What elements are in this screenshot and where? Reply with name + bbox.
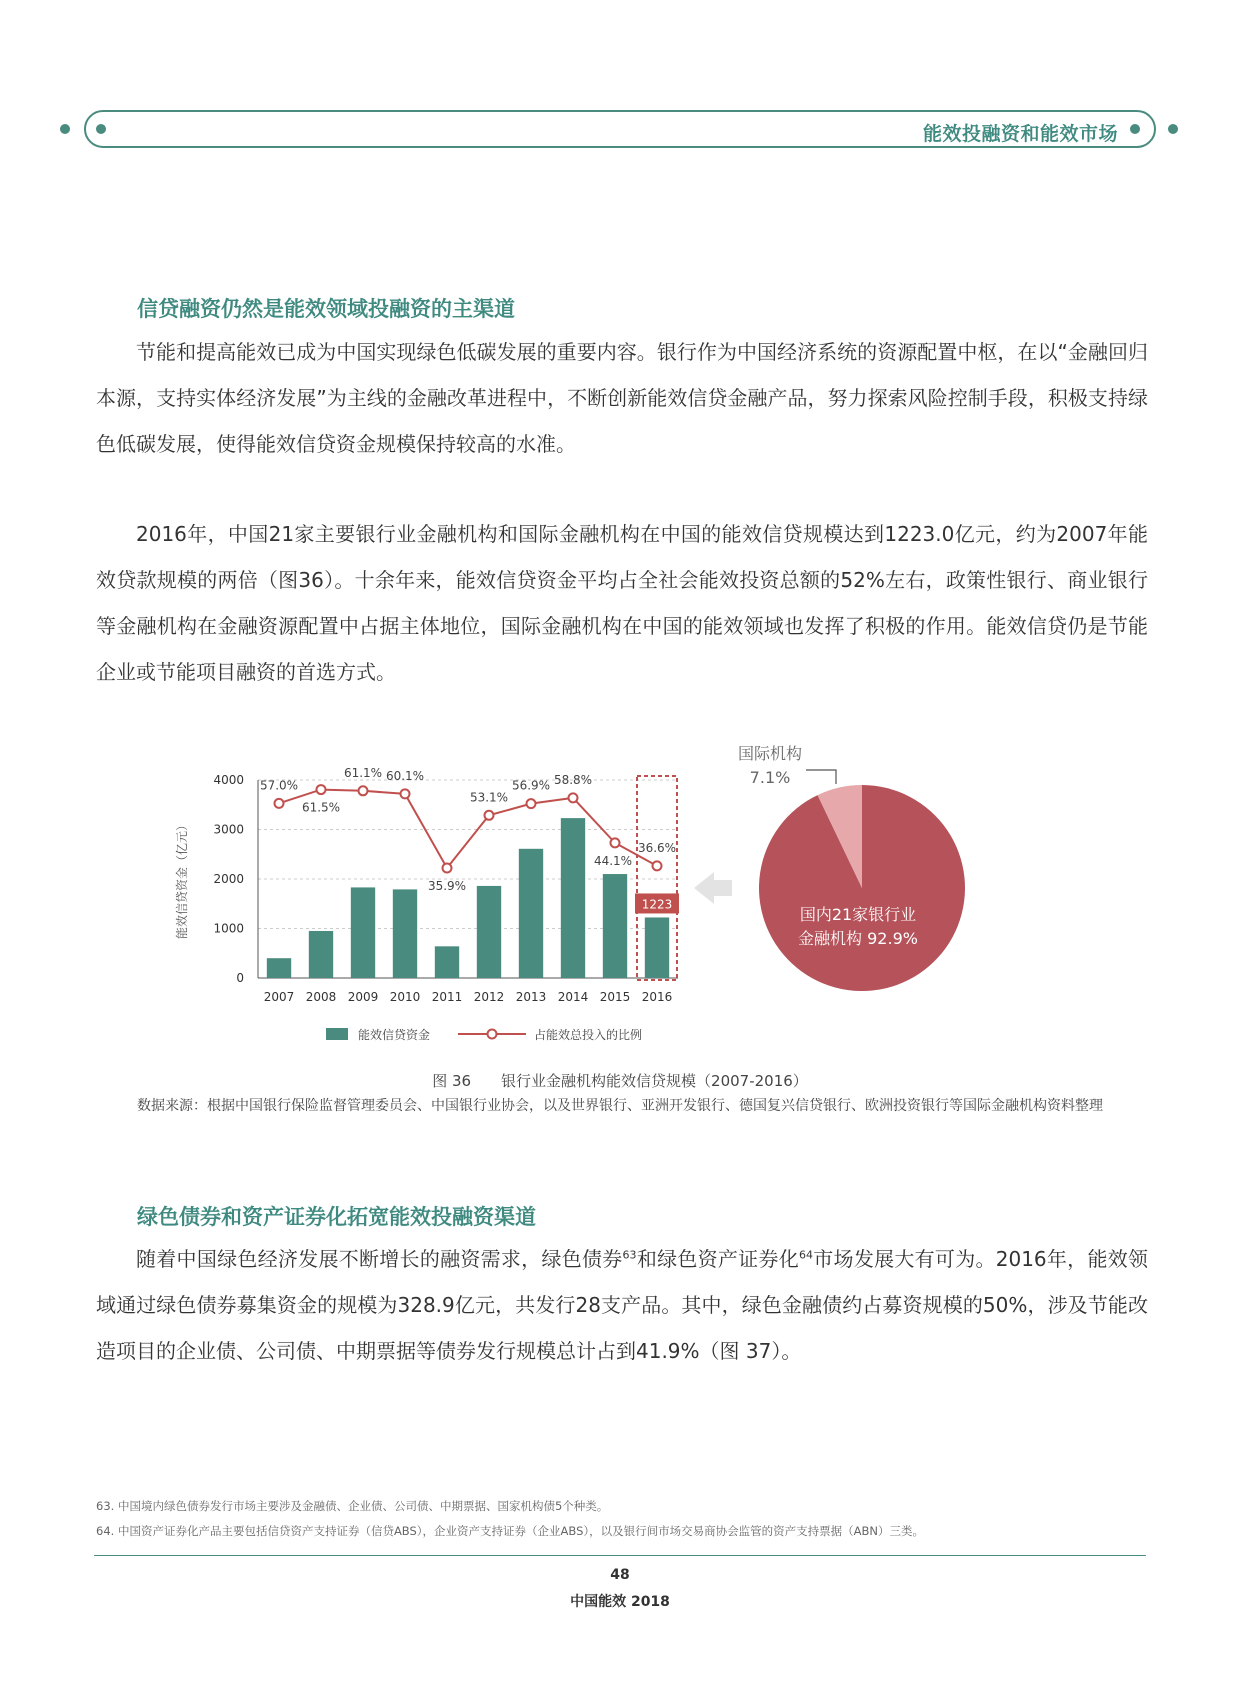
ratio-point: [443, 864, 452, 873]
ratio-point: [359, 786, 368, 795]
highlight-label: 1223: [641, 897, 673, 912]
ratio-label: 56.9%: [511, 778, 551, 793]
bar-2009: [351, 887, 375, 978]
figure-caption: 图 36 银行业金融机构能效信贷规模（2007-2016）: [432, 1072, 808, 1090]
section2-heading: 绿色债券和资产证券化拓宽能效投融资渠道: [137, 1205, 536, 1229]
x-tick-label: 2016: [641, 990, 673, 1004]
pie-label-domestic-line1: 国内21家银行业: [799, 905, 917, 924]
bar-2012: [477, 886, 501, 978]
bar-2011: [435, 946, 459, 978]
figure-source: 数据来源：根据中国银行保险监督管理委员会、中国银行业协会，以及世界银行、亚洲开发银行、德国复兴信贷银行、欧洲投资银行等国际金融机构资料整理: [137, 1098, 1103, 1114]
pie-label-intl-value: 7.1%: [749, 768, 791, 787]
y-tick-label: 2000: [213, 872, 244, 886]
section1-heading: 信贷融资仍然是能效领域投融资的主渠道: [137, 297, 515, 321]
ratio-label: 60.1%: [385, 768, 425, 783]
ratio-label: 61.5%: [301, 800, 341, 815]
y-tick-label: 0: [236, 971, 244, 985]
footnote-ref-63[interactable]: 63: [622, 1248, 637, 1262]
footer-rule: [94, 1555, 1146, 1556]
legend-line-label: 占能效总投入的比例: [534, 1028, 643, 1042]
footnote-64: 64. 中国资产证券化产品主要包括信贷资产支持证券（信贷ABS），企业资产支持证券（企业ABS），以及银行间市场交易商协会监管的资产支持票据（ABN）三类。: [96, 1524, 925, 1538]
ratio-point: [569, 793, 578, 802]
y-tick-label: 3000: [213, 822, 244, 837]
y-tick-label: 1000: [213, 921, 244, 936]
ratio-label: 53.1%: [469, 790, 509, 805]
footnote-ref-64[interactable]: 64: [799, 1248, 814, 1262]
ratio-label: 35.9%: [427, 879, 467, 894]
pie-label-intl-name: 国际机构: [737, 744, 803, 763]
bar-2013: [519, 849, 543, 978]
bar-line-chart: [174, 766, 732, 1042]
ratio-label: 61.1%: [343, 765, 383, 780]
page-number: 48: [610, 1567, 630, 1583]
y-axis-title: 能效信贷资金（亿元）: [175, 818, 189, 940]
x-tick-label: 2009: [347, 990, 379, 1004]
bar-2007: [267, 958, 291, 978]
arrow-icon: [694, 872, 732, 904]
x-tick-label: 2010: [389, 990, 421, 1004]
bar-2016: [645, 917, 669, 978]
ratio-point: [653, 861, 662, 870]
footnote-63: 63. 中国境内绿色债券发行市场主要涉及金融债、企业债、公司债、中期票据、国家机构债5个种类。: [96, 1499, 609, 1513]
y-tick-label: 4000: [213, 773, 244, 787]
x-tick-label: 2008: [305, 990, 337, 1004]
header-title: 能效投融资和能效市场: [922, 123, 1118, 145]
ratio-label: 58.8%: [553, 772, 593, 787]
pie-chart: [738, 744, 965, 991]
x-tick-label: 2015: [599, 990, 631, 1004]
ratio-label: 36.6%: [637, 840, 677, 855]
ratio-point: [401, 789, 410, 798]
section2-paragraph1: 随着中国绿色经济发展不断增长的融资需求，绿色债券$^{63}$和绿色资产证券化$^{64}$市场发展大有可为。2016年，能效领域通过绿色债券募集资金的规模为328.9亿元，共发行28支产品。其中，绿色金融债约占募资规模的50%，涉及节能改造项目的企业债、公司债、中期票据等债券发行规模总计占到41.9%（图 37）。: [96, 1247, 1149, 1363]
x-tick-label: 2014: [557, 990, 589, 1004]
bar-2014: [561, 818, 585, 978]
ratio-point: [317, 785, 326, 794]
pie-label-domestic-line2: 金融机构 92.9%: [798, 929, 918, 948]
ratio-point: [485, 811, 494, 820]
ratio-point: [275, 799, 284, 808]
bar-2015: [603, 874, 627, 978]
ratio-point: [527, 799, 536, 808]
ratio-label: 44.1%: [593, 853, 633, 868]
section1-paragraph1: 节能和提高能效已成为中国实现绿色低碳发展的重要内容。银行作为中国经济系统的资源配置中枢，在以“金融回归本源，支持实体经济发展”为主线的金融改革进程中，不断创新能效信贷金融产品，努力探索风险控制手段，积极支持绿色低碳发展，使得能效信贷资金规模保持较高的水准。: [96, 340, 1148, 456]
pie-leader-line: [806, 770, 836, 784]
bar-2008: [309, 931, 333, 978]
legend-line-marker: [488, 1030, 497, 1039]
x-tick-label: 2012: [473, 990, 505, 1004]
ratio-point: [611, 838, 620, 847]
section1-paragraph2: 2016年，中国21家主要银行业金融机构和国际金融机构在中国的能效信贷规模达到1223.0亿元，约为2007年能效贷款规模的两倍（图36）。十余年来，能效信贷资金平均占全社会能效投资总额的52%左右，政策性银行、商业银行等金融机构在金融资源配置中占据主体地位，国际金融机构在中国的能效领域也发挥了积极的作用。能效信贷仍是节能企业或节能项目融资的首选方式。: [96, 522, 1148, 684]
x-tick-label: 2011: [431, 990, 463, 1004]
legend-bar-label: 能效信贷资金: [358, 1028, 431, 1042]
x-tick-label: 2013: [515, 990, 547, 1004]
x-tick-label: 2007: [263, 990, 295, 1004]
legend-bar-swatch: [326, 1028, 348, 1040]
ratio-label: 57.0%: [259, 778, 299, 793]
bar-2010: [393, 889, 417, 978]
publication-name: 中国能效 2018: [570, 1594, 670, 1610]
